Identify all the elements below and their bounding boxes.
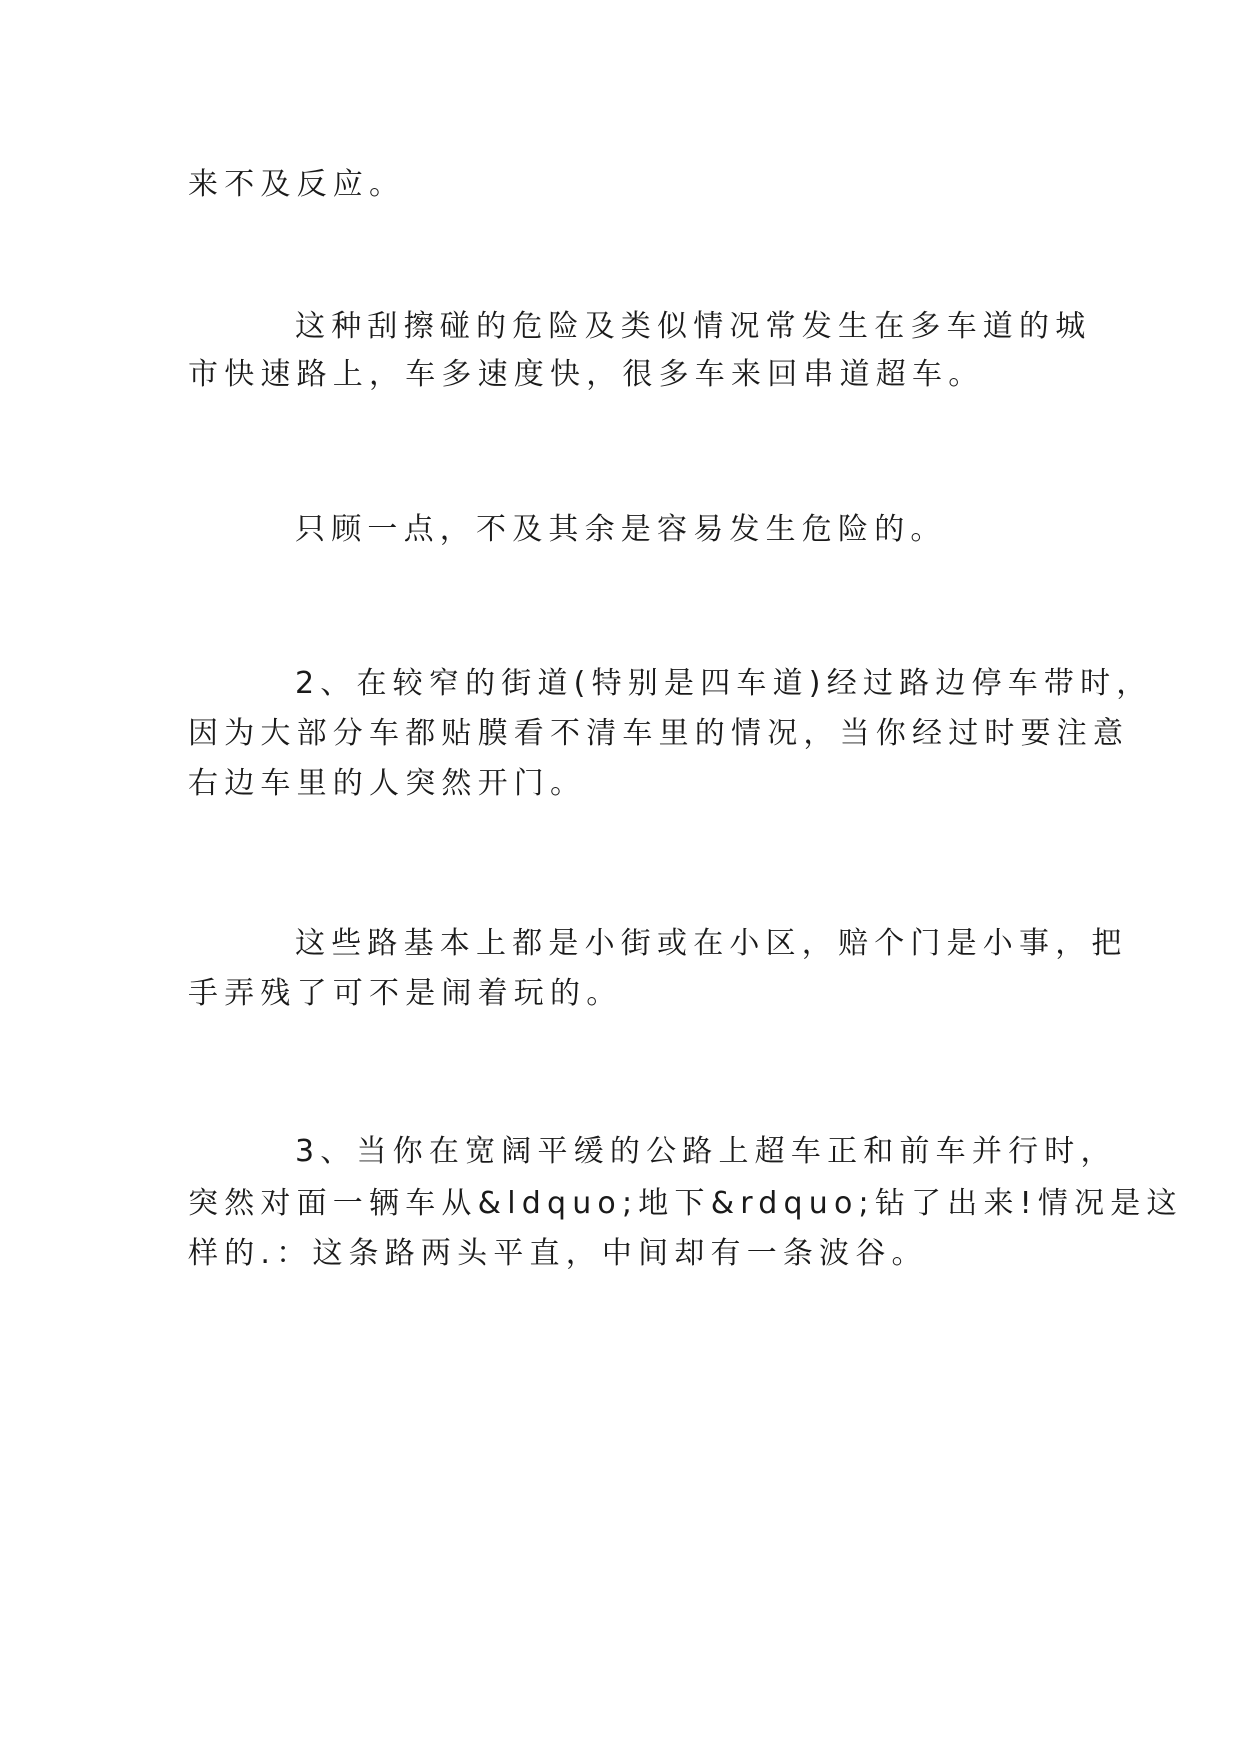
paragraph-6-line-3: 样的.：这条路两头平直，中间却有一条波谷。 <box>188 1236 928 1271</box>
paragraph-5-line-2: 手弄残了可不是闹着玩的。 <box>188 976 623 1011</box>
paragraph-6-line-1: 3、当你在宽阔平缓的公路上超车正和前车并行时， <box>295 1134 1117 1169</box>
paragraph-1-line-1: 来不及反应。 <box>188 167 406 202</box>
paragraph-3-line-1: 只顾一点，不及其余是容易发生危险的。 <box>295 512 947 547</box>
paragraph-4-line-1: 2、在较窄的街道(特别是四车道)经过路边停车带时， <box>295 666 1153 701</box>
paragraph-2-line-2: 市快速路上，车多速度快，很多车来回串道超车。 <box>188 357 985 392</box>
paragraph-2-line-1: 这种刮擦碰的危险及类似情况常发生在多车道的城 <box>295 309 1092 344</box>
paragraph-4-line-3: 右边车里的人突然开门。 <box>188 766 587 801</box>
paragraph-5-line-1: 这些路基本上都是小街或在小区，赔个门是小事，把 <box>295 926 1128 961</box>
paragraph-4-line-2: 因为大部分车都贴膜看不清车里的情况，当你经过时要注意 <box>188 716 1130 751</box>
paragraph-6-line-2: 突然对面一辆车从&ldquo;地下&rdquo;钻了出来!情况是这 <box>188 1186 1183 1221</box>
